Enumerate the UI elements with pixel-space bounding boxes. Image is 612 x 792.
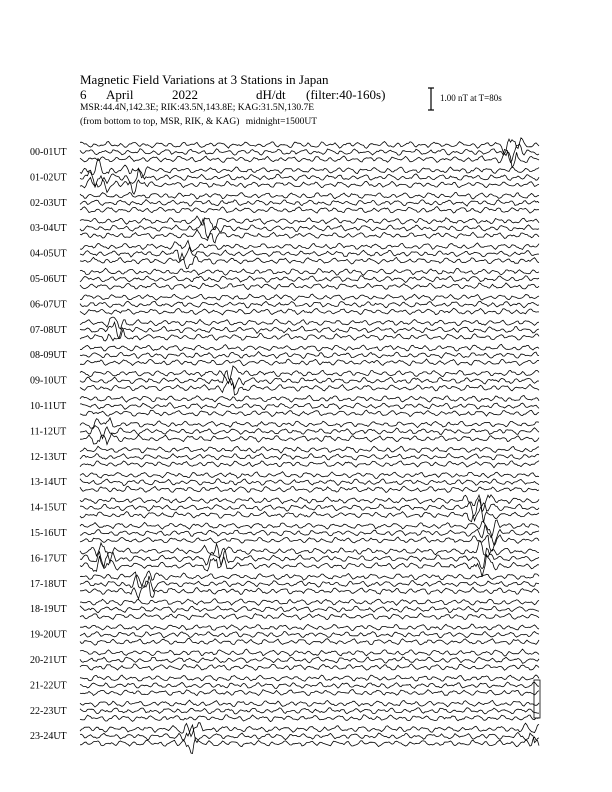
trace-msr-05-06ut — [80, 283, 539, 290]
hour-label-21-22ut: 21-22UT — [30, 680, 67, 692]
trace-kag-05-06ut — [80, 268, 539, 275]
trace-rik-22-23ut — [80, 708, 539, 714]
trace-kag-20-21ut — [80, 649, 539, 656]
trace-rik-12-13ut — [80, 453, 539, 460]
trace-rik-09-10ut — [80, 371, 539, 389]
trace-rik-02-03ut — [80, 200, 539, 207]
trace-msr-21-22ut — [80, 690, 539, 696]
hour-label-20-21ut: 20-21UT — [30, 655, 67, 666]
hour-label-10-11ut: 10-11UT — [30, 401, 67, 412]
trace-msr-04-05ut — [80, 253, 539, 268]
hour-label-06-07ut: 06-07UT — [30, 299, 67, 311]
trace-rik-14-15ut — [80, 503, 539, 521]
hour-label-12-13ut: 12-13UT — [30, 451, 67, 463]
hour-label-19-20ut: 19-20UT — [30, 629, 67, 641]
hour-label-00-01ut: 00-01UT — [30, 147, 67, 158]
trace-rik-21-22ut — [80, 682, 539, 688]
trace-msr-06-07ut — [80, 308, 539, 315]
trace-kag-06-07ut — [80, 294, 539, 300]
trace-msr-10-11ut — [80, 410, 539, 417]
trace-msr-12-13ut — [80, 461, 539, 468]
trace-kag-02-03ut — [80, 193, 539, 200]
trace-msr-03-04ut — [80, 229, 539, 243]
trace-msr-17-18ut — [80, 581, 539, 599]
trace-kag-10-11ut — [80, 395, 539, 402]
trace-rik-20-21ut — [80, 657, 539, 663]
trace-msr-11-12ut — [80, 433, 539, 444]
hour-label-17-18ut: 17-18UT — [30, 578, 67, 590]
trace-msr-00-01ut — [80, 152, 539, 168]
trace-rik-10-11ut — [80, 403, 539, 410]
trace-msr-19-20ut — [80, 638, 539, 645]
trace-kag-23-24ut — [80, 723, 539, 737]
filter: (filter:40-160s) — [306, 87, 386, 102]
hour-label-15-16ut: 15-16UT — [30, 528, 67, 539]
trace-rik-15-16ut — [80, 525, 539, 546]
trace-msr-18-19ut — [80, 613, 539, 619]
trace-rik-19-20ut — [80, 632, 539, 639]
trace-kag-13-14ut — [80, 472, 539, 479]
hour-label-01-02ut: 01-02UT — [30, 172, 67, 184]
trace-kag-01-02ut — [80, 159, 539, 178]
hour-label-18-19ut: 18-19UT — [30, 604, 67, 616]
trace-rik-07-08ut — [80, 322, 539, 338]
hour-label-11-12ut: 11-12UT — [30, 426, 67, 438]
trace-rik-18-19ut — [80, 606, 539, 613]
hour-label-14-15ut: 14-15UT — [30, 502, 67, 514]
trace-rik-05-06ut — [80, 276, 539, 283]
trace-kag-07-08ut — [80, 317, 539, 329]
year: 2022 — [172, 87, 198, 102]
hour-label-09-10ut: 09-10UT — [30, 375, 67, 387]
month: April — [106, 87, 134, 102]
trace-msr-15-16ut — [80, 535, 539, 551]
trace-kag-19-20ut — [80, 624, 539, 630]
hour-label-07-08ut: 07-08UT — [30, 324, 67, 336]
trace-msr-08-09ut — [80, 359, 539, 366]
quantity: dH/dt — [256, 87, 286, 102]
station-coordinates: MSR:44.4N,142.3E; RIK:43.5N,143.8E; KAG:31.5N,130.7E — [80, 103, 315, 113]
trace-kag-03-04ut — [80, 216, 539, 230]
trace-kag-16-17ut — [80, 541, 539, 566]
hour-label-04-05ut: 04-05UT — [30, 248, 67, 260]
trace-msr-01-02ut — [80, 178, 539, 195]
trace-rik-08-09ut — [80, 352, 539, 359]
trace-kag-08-09ut — [80, 344, 539, 351]
hour-label-02-03ut: 02-03UT — [30, 197, 67, 209]
day: 6 — [80, 87, 87, 102]
trace-msr-16-17ut — [80, 555, 539, 577]
hour-label-22-23ut: 22-23UT — [30, 705, 67, 717]
scale-label: 1.00 nT at T=80s — [440, 93, 502, 103]
trace-msr-20-21ut — [80, 664, 539, 670]
trace-kag-21-22ut — [80, 675, 539, 681]
hour-label-03-04ut: 03-04UT — [30, 223, 67, 235]
trace-kag-22-23ut — [80, 700, 539, 707]
hour-label-08-09ut: 08-09UT — [30, 350, 67, 362]
hour-label-23-24ut: 23-24UT — [30, 731, 67, 743]
hour-label-16-17ut: 16-17UT — [30, 553, 67, 565]
hour-label-05-06ut: 05-06UT — [30, 274, 67, 285]
trace-msr-13-14ut — [80, 486, 539, 492]
trace-rik-13-14ut — [80, 479, 539, 486]
trace-kag-12-13ut — [80, 446, 539, 453]
trace-kag-18-19ut — [80, 599, 539, 606]
trace-msr-02-03ut — [80, 207, 539, 214]
trace-msr-22-23ut — [80, 715, 539, 722]
trace-kag-11-12ut — [80, 418, 539, 428]
midnight-note: midnight=1500UT — [245, 117, 318, 127]
trace-rik-06-07ut — [80, 301, 539, 308]
chart-title: Magnetic Field Variations at 3 Stations in Japan — [80, 72, 329, 87]
order-note: (from bottom to top, MSR, RIK, & KAG) — [80, 117, 240, 127]
trace-kag-04-05ut — [80, 241, 539, 252]
hour-label-13-14ut: 13-14UT — [30, 477, 67, 489]
trace-rik-11-12ut — [80, 426, 539, 439]
